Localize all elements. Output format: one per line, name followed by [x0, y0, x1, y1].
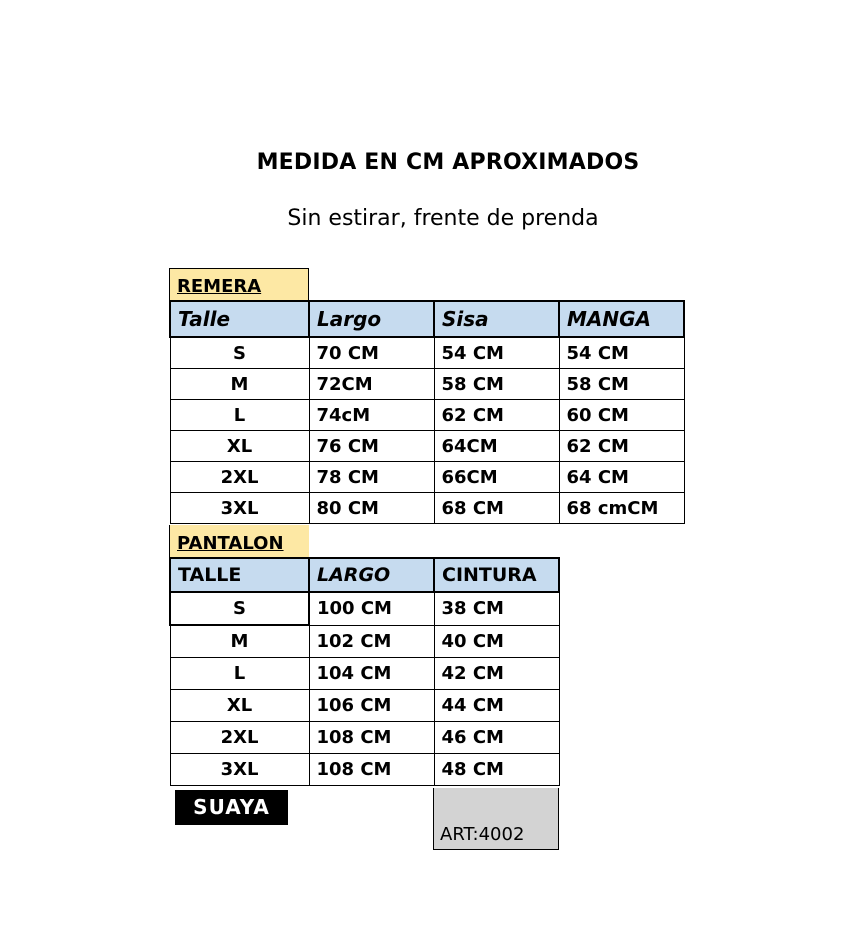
column-header-manga: MANGA: [559, 301, 684, 337]
size-cell: 2XL: [170, 722, 309, 754]
sisa-cell: 66CM: [434, 462, 559, 493]
suaya-logo: SUAYA: [175, 790, 288, 825]
largo-cell: 70 CM: [309, 337, 434, 369]
table-row: [170, 369, 684, 400]
largo-cell: 78 CM: [309, 462, 434, 493]
page-title: MEDIDA EN CM APROXIMADOS: [256, 150, 640, 175]
largo-cell: 72CM: [309, 369, 434, 400]
largo-cell: 106 CM: [309, 690, 434, 722]
sisa-cell: 64CM: [434, 431, 559, 462]
size-cell: S: [170, 337, 309, 369]
column-header-sisa: Sisa: [434, 301, 559, 337]
cintura-cell: 48 CM: [434, 754, 559, 786]
manga-cell: 60 CM: [559, 400, 684, 431]
table-row: [170, 493, 684, 524]
column-header-talle: TALLE: [170, 558, 309, 592]
cintura-cell: 46 CM: [434, 722, 559, 754]
largo-cell: 102 CM: [309, 625, 434, 658]
largo-cell: 108 CM: [309, 754, 434, 786]
pantalon-size-table: [169, 557, 560, 786]
manga-cell: 64 CM: [559, 462, 684, 493]
remera-section-label: REMERA: [169, 268, 309, 301]
largo-cell: 100 CM: [309, 592, 434, 625]
size-cell: L: [170, 400, 309, 431]
table-row: [170, 754, 559, 786]
table-row: [170, 337, 684, 369]
table-row: [170, 400, 684, 431]
sisa-cell: 62 CM: [434, 400, 559, 431]
remera-size-table: [169, 300, 685, 524]
sisa-cell: 54 CM: [434, 337, 559, 369]
size-cell: 3XL: [170, 754, 309, 786]
table-row: [170, 625, 559, 658]
table-row: [170, 431, 684, 462]
size-cell: XL: [170, 431, 309, 462]
largo-cell: 76 CM: [309, 431, 434, 462]
size-cell: 2XL: [170, 462, 309, 493]
size-cell: L: [170, 658, 309, 690]
manga-cell: 54 CM: [559, 337, 684, 369]
column-header-talle: Talle: [170, 301, 309, 337]
sisa-cell: 68 CM: [434, 493, 559, 524]
manga-cell: 58 CM: [559, 369, 684, 400]
cintura-cell: 42 CM: [434, 658, 559, 690]
largo-cell: 104 CM: [309, 658, 434, 690]
table-row: [170, 592, 559, 625]
size-cell: S: [170, 592, 309, 625]
table-row: [170, 462, 684, 493]
page-subtitle: Sin estirar, frente de prenda: [287, 206, 599, 231]
column-header-largo: Largo: [309, 301, 434, 337]
manga-cell: 62 CM: [559, 431, 684, 462]
column-header-cintura: CINTURA: [434, 558, 559, 592]
table-row: [170, 722, 559, 754]
largo-cell: 74cM: [309, 400, 434, 431]
cintura-cell: 44 CM: [434, 690, 559, 722]
size-cell: 3XL: [170, 493, 309, 524]
largo-cell: 108 CM: [309, 722, 434, 754]
cintura-cell: 38 CM: [434, 592, 559, 625]
size-cell: M: [170, 625, 309, 658]
cintura-cell: 40 CM: [434, 625, 559, 658]
size-cell: XL: [170, 690, 309, 722]
pantalon-section-label: PANTALON: [169, 525, 309, 557]
column-header-largo: LARGO: [309, 558, 434, 592]
table-row: [170, 690, 559, 722]
largo-cell: 80 CM: [309, 493, 434, 524]
article-number: ART:4002: [433, 788, 559, 850]
table-header-row: [170, 558, 559, 592]
sisa-cell: 58 CM: [434, 369, 559, 400]
table-row: [170, 658, 559, 690]
table-header-row: [170, 301, 684, 337]
size-cell: M: [170, 369, 309, 400]
manga-cell: 68 cmCM: [559, 493, 684, 524]
